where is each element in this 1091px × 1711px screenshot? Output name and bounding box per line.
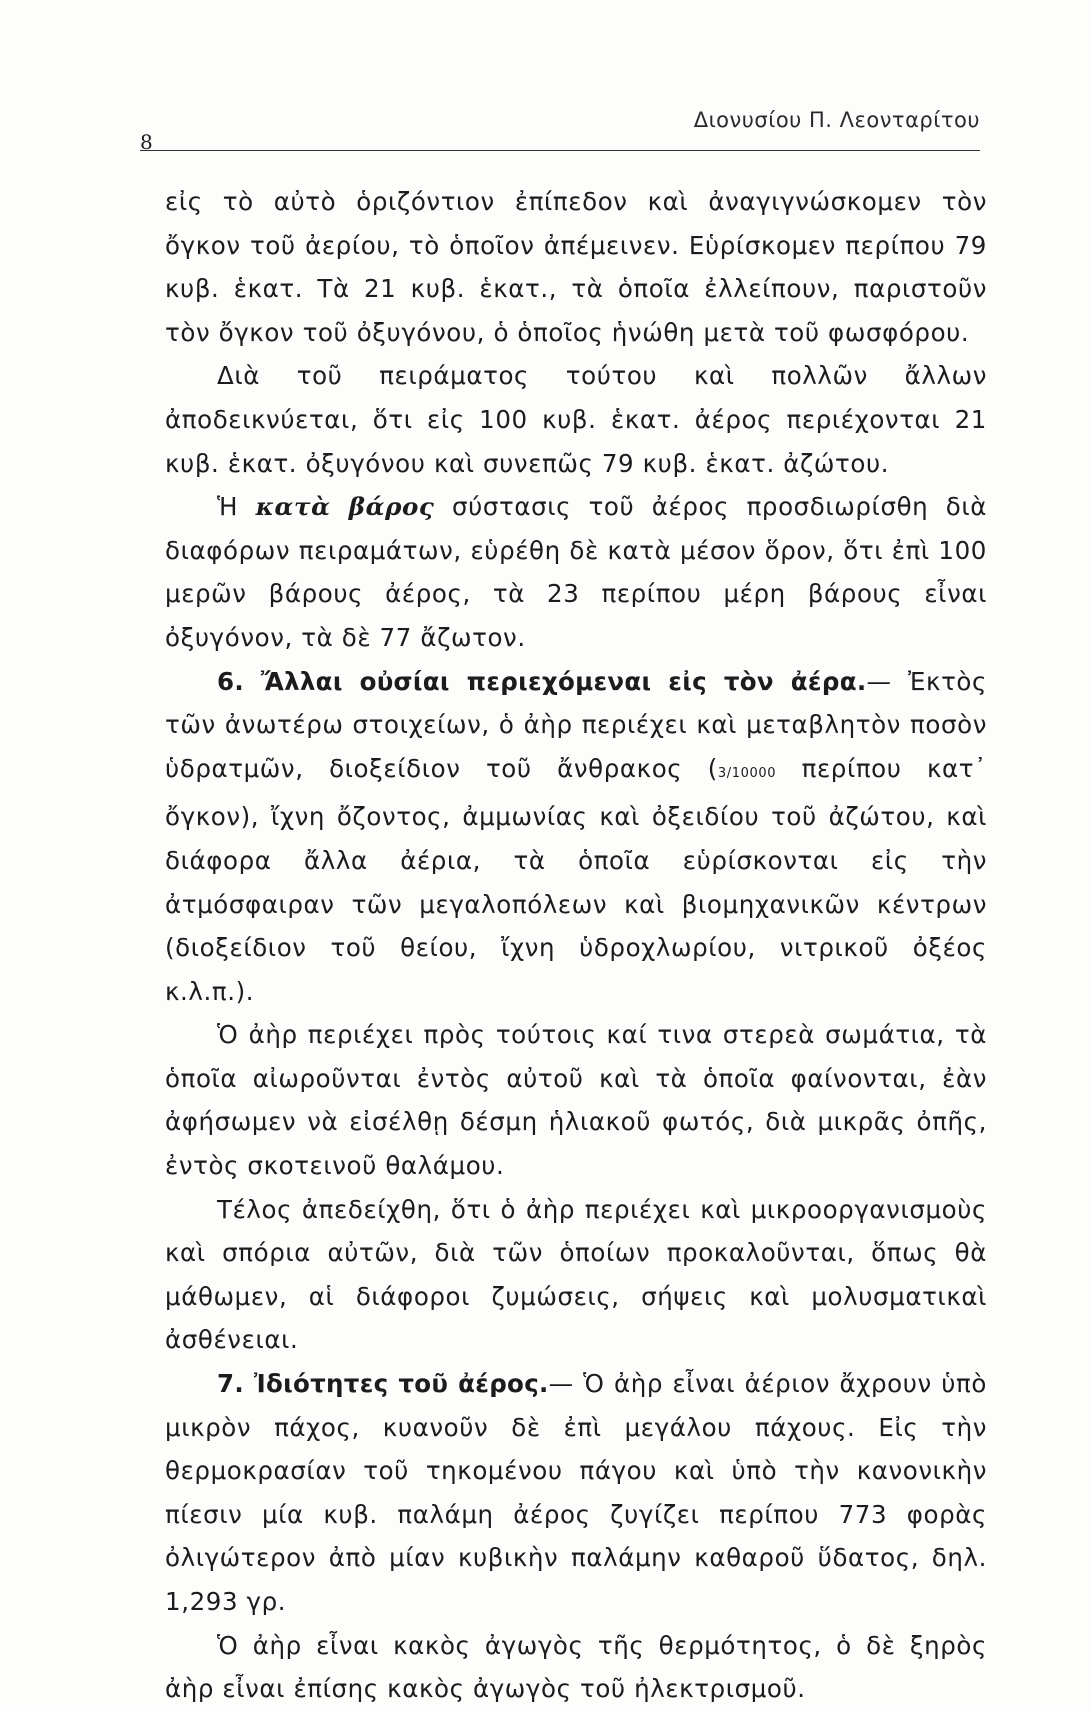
paragraph-solid-particles: Ὁ ἀὴρ περιέχει πρὸς τούτοις καί τινα στερεὰ σωμάτια, τὰ ὁποῖα αἰωροῦνται ἐντὸς αὐτοῦ καὶ τὰ ὁποῖα φαίνονται, ἐὰν ἀφήσωμεν νὰ εἰσέλθῃ δέσμη ἡλιακοῦ φωτός, διὰ μικρᾶς ὀπῆς, ἐντὸς σκοτεινοῦ θαλάμου. bbox=[165, 1020, 987, 1181]
page-number: 8 bbox=[140, 130, 153, 154]
paragraph-rest: σύστασις τοῦ ἀέρος προσδιωρίσθη διὰ διαφόρων πειραμάτων, εὑρέθη δὲ κατὰ μέσον ὅρον, ὅτι ἐπὶ 100 μερῶν βάρους ἀέρος, τὰ 23 περίπου μέρη βάρους εἶναι ὀξυγόνον, τὰ δὲ 77 ἄζωτον. bbox=[165, 492, 988, 652]
section-7 bbox=[165, 1362, 987, 1624]
paragraph-microorganisms: Τέλος ἀπεδείχθη, ὅτι ὁ ἀὴρ περιέχει καὶ μικροοργανισμοὺς καὶ σπόρια αὐτῶν, διὰ τῶν ὁποίων προκαλοῦνται, ὅπως θὰ μάθωμεν, αἱ διάφοροι ζυμώσεις, σήψεις καὶ μολυσματικαὶ ἀσθένειαι. bbox=[165, 1194, 987, 1355]
paragraph-start: Ἡ bbox=[217, 492, 239, 522]
section-6 bbox=[165, 660, 987, 1014]
fraction-co2: 3/10000 bbox=[717, 765, 777, 781]
paragraph-experiment-result: Διὰ τοῦ πειράματος τούτου καὶ πολλῶν ἄλλων ἀποδεικνύεται, ὅτι εἰς 100 κυβ. ἑκατ. ἀέρος περιέχονται 21 κυβ. ἑκατ. ὀξυγόνου καὶ συνεπῶς 79 κυβ. ἑκατ. ἀζώτου. bbox=[165, 361, 987, 478]
section-6-text-a: — Ἐκτὸς τῶν ἀνωτέρω στοιχείων, ὁ ἀὴρ περιέχει καὶ μεταβλητὸν ποσὸν ὑδρατμῶν, διοξείδιον τοῦ ἄνθρακος ( bbox=[165, 666, 987, 783]
header-rule bbox=[140, 150, 980, 151]
emphasis-by-weight: κατὰ βάρος bbox=[255, 492, 435, 522]
section-7-text: — Ὁ ἀὴρ εἶναι ἀέριον ἄχρουν ὑπὸ μικρὸν πάχος, κυανοῦν δὲ ἐπὶ μεγάλου πάχους. Εἰς τὴν θερμοκρασίαν τοῦ τηκομένου πάγου καὶ ὑπὸ τὴν κανονικὴν πίεσιν μία κυβ. παλάμη ἀέρος ζυγίζει περίπου 773 φορὰς ὀλιγώτερον ἀπὸ μίαν κυβικὴν παλάμην καθαροῦ ὕδατος, δηλ. 1,293 γρ. bbox=[165, 1369, 987, 1616]
paragraph-conductivity: Ὁ ἀὴρ εἶναι κακὸς ἀγωγὸς τῆς θερμότητος, ὁ δὲ ξηρὸς ἀὴρ εἶναι ἐπίσης κακὸς ἀγωγὸς τοῦ ἠλεκτρισμοῦ. bbox=[165, 1630, 987, 1704]
section-6-text-b: περίπου κατ᾿ ὄγκον), ἴχνη ὄζοντος, ἀμμωνίας καὶ ὀξειδίου τοῦ ἀζώτου, καὶ διάφορα ἄλλα ἀέρια, τὰ ὁποῖα εὑρίσκονται εἰς τὴν ἀτμόσφαιραν τῶν μεγαλοπόλεων καὶ βιομηχανικῶν κέντρων (διοξείδιον τοῦ θείου, ἴχνη ὑδροχλωρίου, νιτρικοῦ ὀξέος κ.λ.π.). bbox=[165, 753, 988, 1006]
paragraph-continued: εἰς τὸ αὐτὸ ὁριζόντιον ἐπίπεδον καὶ ἀναγιγνώσκομεν τὸν ὄγκον τοῦ ἀερίου, τὸ ὁποῖον ἀπέμεινεν. Εὑρίσκομεν περίπου 79 κυβ. ἑκατ. Τὰ 21 κυβ. ἑκατ., τὰ ὁποῖα ἐλλείπουν, παριστοῦν τὸν ὄγκον τοῦ ὀξυγόνου, ὁ ὁποῖος ἡνώθη μετὰ τοῦ φωσφόρου. bbox=[165, 187, 987, 347]
section-6-heading: 6. Ἄλλαι οὐσίαι περιεχόμεναι εἰς τὸν ἀέρα. bbox=[217, 666, 867, 696]
body-text bbox=[165, 180, 987, 1711]
section-7-heading: 7. Ἰδιότητες τοῦ ἀέρος. bbox=[217, 1369, 549, 1399]
page-header bbox=[140, 102, 980, 154]
paragraph-weight-composition bbox=[165, 485, 987, 659]
running-head: Διονυσίου Π. Λεονταρίτου bbox=[693, 108, 980, 132]
